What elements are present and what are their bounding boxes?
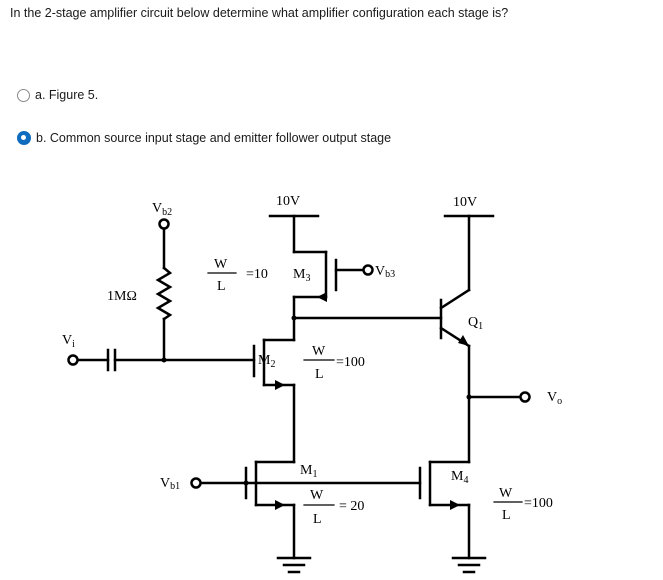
vb2-terminal <box>160 220 169 229</box>
option-b-label: b. Common source input stage and emitter follower output stage <box>36 131 392 145</box>
vb2-label: $V_{b2}$ <box>152 201 173 218</box>
vo-label: $V_o$ <box>547 390 563 407</box>
m1-label: $M_1$ <box>300 463 318 480</box>
m4-ratio: =100 <box>524 496 553 511</box>
resistor-1mohm <box>158 268 170 319</box>
vb1-terminal <box>192 479 201 488</box>
vdd-right-label: 10V <box>453 195 478 210</box>
vi-terminal <box>69 356 78 365</box>
q1-emitter-arrow <box>458 335 469 346</box>
m2-ratio: =100 <box>336 355 365 370</box>
m3-l: L <box>217 279 226 294</box>
m1-w: W <box>310 488 324 503</box>
m3-ratio: =10 <box>246 267 268 282</box>
vb3-terminal <box>364 266 373 275</box>
option-a-label: a. Figure 5. <box>35 88 99 102</box>
m2-l: L <box>315 367 324 382</box>
vdd-left-label: 10V <box>276 194 301 209</box>
vi-label: $V_i$ <box>62 333 75 350</box>
vb3-label: Vb3 <box>375 264 396 280</box>
question-text: In the 2-stage amplifier circuit below determine what amplifier configuration each stage is? <box>10 6 509 20</box>
m4-l: L <box>502 508 511 523</box>
vb1-label: Vb1 <box>160 476 181 492</box>
m1-ratio: = 20 <box>339 499 365 514</box>
m1-l: L <box>313 512 322 527</box>
m1-arrow <box>275 500 285 510</box>
resistor-label: 1MΩ <box>107 289 137 304</box>
m4-arrow <box>450 500 460 510</box>
m4-w: W <box>499 486 513 501</box>
m2-arrow <box>275 380 285 390</box>
m3-label: $M_3$ <box>293 267 311 284</box>
m2-label: $M_2$ <box>258 353 276 370</box>
m3-arrow <box>317 292 327 302</box>
m4-label: $M_4$ <box>451 469 469 486</box>
q1-label: $Q_1$ <box>468 315 484 332</box>
vo-terminal <box>521 393 530 402</box>
m3-w: W <box>214 257 228 272</box>
m2-w: W <box>312 344 326 359</box>
